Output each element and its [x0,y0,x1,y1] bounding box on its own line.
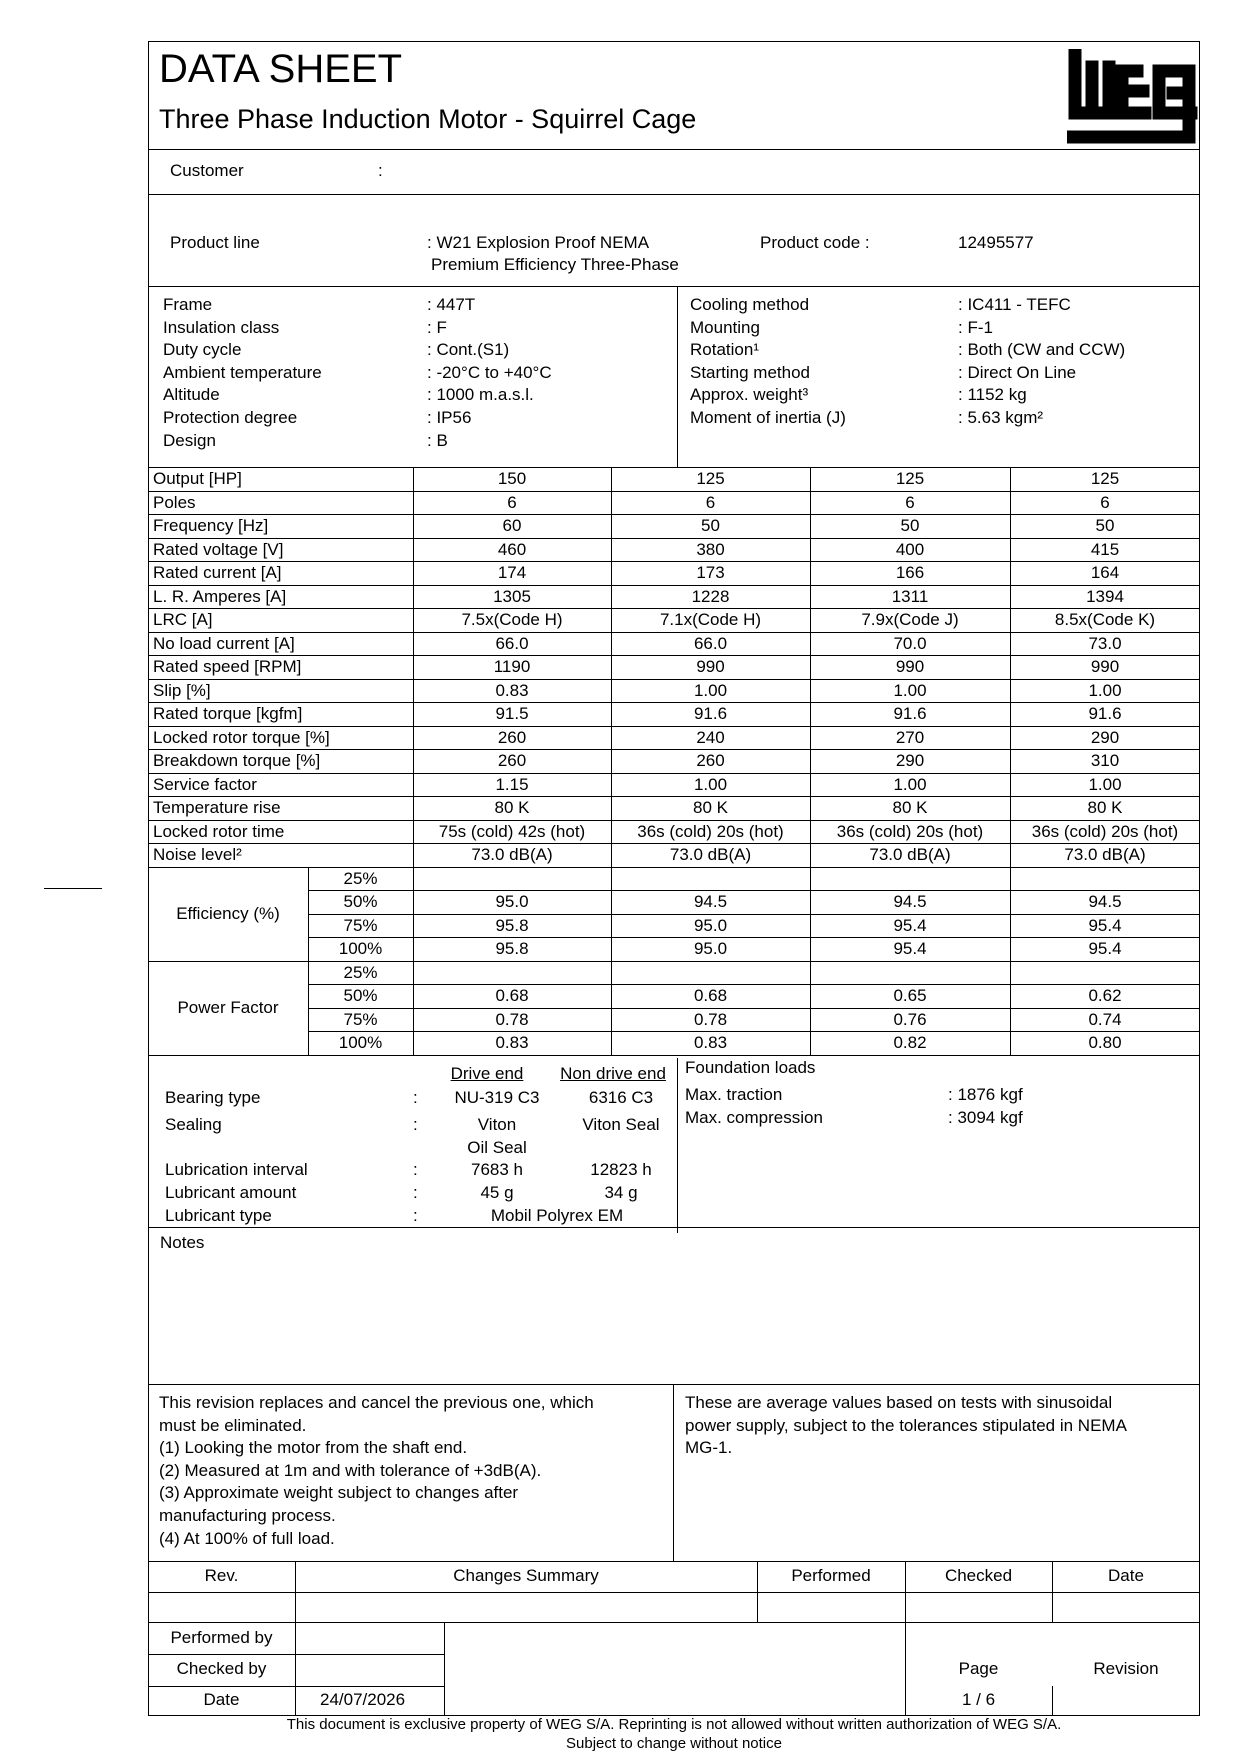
cell-value: 1.15 [495,774,529,794]
spec-value: : 1152 kg [958,385,1027,405]
date-label: Date [203,1690,240,1709]
cell-value: 36s (cold) 20s (hot) [1031,821,1179,841]
row-label: Slip [%] [153,680,211,700]
cell-value: 73.0 dB(A) [869,845,951,864]
cell-value: 95.0 [693,939,728,958]
cell-value: 80 K [693,798,728,817]
cell-value: 91.5 [495,704,529,723]
remark-line: MG-1. [685,1438,733,1458]
load-column-line [308,867,309,1055]
remark-line: (4) At 100% of full load. [159,1528,335,1548]
column-line [413,467,414,1055]
spec-value: : Cont.(S1) [427,340,510,360]
cell-value: 95.0 [495,892,529,911]
lubrication-interval-label: Lubrication interval [165,1160,308,1179]
cell-value: 0.83 [693,1033,728,1052]
row-line [148,585,1200,586]
margin-mark [44,888,102,889]
cell-value: 150 [497,469,527,488]
cell-value: 0.74 [1088,1009,1122,1029]
cell-value: 94.5 [1088,892,1122,911]
cell-value: 174 [497,563,527,582]
cell-value: 95.8 [495,939,529,958]
cell-value: 8.5x(Code K) [1054,610,1156,629]
notes-label: Notes [160,1233,205,1252]
cell-value: 1.00 [693,680,728,700]
row-line [148,867,1200,868]
checked-column-header: Checked [944,1566,1013,1585]
signoff-col-line [1052,1686,1053,1716]
spec-label: Moment of inertia (J) [690,408,846,427]
page-number: 1 / 6 [961,1690,996,1709]
spec-value: : 1000 m.a.s.l. [427,385,534,405]
cell-value: 73.0 dB(A) [471,845,553,864]
spec-value: : IC411 - TEFC [958,295,1071,314]
cell-value: 66.0 [495,633,529,653]
cell-value: 73.0 dB(A) [1064,845,1146,864]
lubricant-type-value: Mobil Polyrex EM [490,1206,624,1225]
row-line [148,655,1200,656]
column-line [810,467,811,1055]
row-line [148,749,1200,750]
row-line [148,608,1200,609]
cell-value: 95.4 [893,939,927,958]
row-line [148,820,1200,821]
cell-value: 80 K [892,798,928,817]
lubrication-interval-separator: : [413,1160,418,1179]
load-label: 100% [338,939,383,958]
bearing-type-non-drive-end: 6316 C3 [588,1088,654,1107]
product-code-label: Product code : [760,233,870,252]
load-label: 25% [343,962,378,982]
bearing-type-drive-end: NU-319 C3 [454,1088,540,1107]
page-label: Page [958,1659,999,1678]
signoff-row-line [148,1686,444,1687]
lubricant-type-label: Lubricant type [165,1206,272,1225]
row-label: No load current [A] [153,633,295,653]
row-line [148,514,1200,515]
cell-value: 0.65 [893,986,927,1005]
cell-value: 1.00 [893,680,927,700]
row-label: LRC [A] [153,610,213,629]
load-label: 25% [343,868,378,888]
row-label: Rated speed [RPM] [153,657,302,676]
lubricant-type-separator: : [413,1206,418,1225]
drive-end-header: Drive end [450,1064,524,1083]
row-line [148,561,1200,562]
power-factor-label: Power Factor [177,997,279,1017]
cell-value: 260 [497,727,527,747]
cell-value: 125 [696,469,725,488]
row-label: Rated torque [kgfm] [153,704,303,723]
remark-line: must be eliminated. [159,1415,307,1435]
remarks-column-divider [673,1384,674,1561]
specs-column-divider [677,286,678,467]
cell-value: 0.82 [893,1033,927,1052]
group-line [148,961,1200,962]
cell-value: 1311 [891,586,929,606]
row-label: Poles [153,492,196,512]
max-compression-value: : 3094 kgf [948,1108,1023,1127]
row-line [148,702,1200,703]
sealing-drive-end: Viton [477,1115,517,1134]
cell-value: 50 [1095,516,1115,535]
sealing-separator: : [413,1115,418,1134]
product-line-value: : W21 Explosion Proof NEMA [427,233,650,252]
cell-value: 1.00 [693,774,728,794]
non-drive-end-header: Non drive end [560,1064,666,1083]
load-label: 75% [343,915,378,935]
cell-value: 95.4 [1088,939,1122,958]
cell-value: 270 [895,727,925,747]
cell-value: 166 [895,563,925,582]
notes-divider [148,1384,1200,1385]
performed-column-header: Performed [791,1566,871,1585]
header-divider [148,149,1200,150]
cell-value: 91.6 [693,704,728,723]
row-label: Locked rotor torque [%] [153,727,330,747]
max-traction-value: : 1876 kgf [948,1085,1023,1104]
column-line [611,467,612,1055]
spec-label: Duty cycle [163,340,242,360]
cell-value: 60 [502,516,522,535]
customer-divider [148,194,1200,195]
revision-header-divider [148,1592,1200,1593]
efficiency-label: Efficiency (%) [176,903,280,923]
cell-value: 290 [1090,727,1120,747]
spec-value: : -20°C to +40°C [427,362,552,382]
row-label: L. R. Amperes [A] [153,586,287,606]
load-label: 75% [343,1009,378,1029]
rev-column-header: Rev. [204,1566,239,1585]
spec-label: Ambient temperature [163,362,322,382]
row-label: Temperature rise [153,798,281,817]
signoff-col-line [295,1622,296,1716]
cell-value: 380 [696,539,725,559]
cell-value: 95.4 [893,915,927,935]
cell-value: 0.80 [1088,1033,1122,1052]
row-label: Rated voltage [V] [153,539,284,559]
spec-label: Design [163,430,216,450]
cell-value: 310 [1090,751,1120,770]
row-line [148,843,1200,844]
page-subtitle: Three Phase Induction Motor - Squirrel Cage [159,104,697,134]
row-label: Service factor [153,774,257,794]
cell-value: 415 [1090,539,1120,559]
group-line [148,1055,1200,1056]
product-divider [148,286,1200,287]
max-compression-label: Max. compression [685,1108,823,1127]
spec-value: : F-1 [958,317,993,337]
revision-col-line [1052,1561,1053,1622]
cell-value: 95.0 [693,915,728,935]
spec-value: : Both (CW and CCW) [958,340,1126,360]
row-line [148,491,1200,492]
cell-value: 6 [1100,492,1110,512]
sub-row-line [308,1008,1200,1009]
foundation-loads-title: Foundation loads [685,1058,816,1077]
spec-value: : B [427,430,448,450]
spec-label: Mounting [690,317,760,337]
cell-value: 1.00 [893,774,927,794]
cell-value: 0.76 [893,1009,927,1029]
cell-value: 0.83 [495,1033,529,1052]
remark-line: (1) Looking the motor from the shaft end. [159,1438,468,1458]
cell-value: 1394 [1086,586,1124,606]
signoff-row-line [148,1654,444,1655]
lubricant-amount-drive-end: 45 g [480,1183,514,1202]
column-line [1010,467,1011,1055]
table-top-line [148,467,1200,468]
spec-label: Protection degree [163,408,298,427]
load-label: 100% [338,1033,383,1052]
lubricant-amount-non-drive-end: 34 g [604,1183,638,1202]
spec-value: : 447T [427,295,476,314]
spec-value: : 5.63 kgm² [958,408,1044,427]
cell-value: 1228 [691,586,730,606]
row-line [148,773,1200,774]
cell-value: 73.0 dB(A) [669,845,752,864]
cell-value: 75s (cold) 42s (hot) [438,821,586,841]
bearing-type-label: Bearing type [165,1088,261,1107]
footer-notice: Subject to change without notice [566,1735,782,1752]
customer-label: Customer [170,161,244,180]
cell-value: 95.8 [495,915,529,935]
row-line [148,679,1200,680]
cell-value: 94.5 [693,892,728,911]
product-code-value: 12495577 [958,233,1034,252]
cell-value: 0.62 [1088,986,1122,1005]
sub-row-line [308,1031,1200,1032]
cell-value: 36s (cold) 20s (hot) [637,821,784,841]
row-label: Rated current [A] [153,563,282,582]
cell-value: 990 [1090,657,1120,676]
spec-label: Rotation¹ [690,340,759,360]
weg-logo [1067,49,1199,144]
cell-value: 91.6 [1088,704,1122,723]
row-line [148,538,1200,539]
lubricant-amount-separator: : [413,1183,418,1202]
cell-value: 7.1x(Code H) [659,610,762,629]
cell-value: 73.0 [1088,633,1122,653]
cell-value: 260 [696,751,725,770]
cell-value: 240 [696,727,725,747]
cell-value: 125 [1090,469,1120,488]
date-column-header: Date [1108,1566,1144,1585]
cell-value: 1.00 [1088,680,1122,700]
spec-label: Cooling method [690,295,810,314]
checked-by-label: Checked by [176,1659,267,1678]
revision-col-line [295,1561,296,1622]
cell-value: 164 [1090,563,1120,582]
cell-value: 6 [507,492,517,512]
cell-value: 0.78 [693,1009,728,1029]
revision-col-line [757,1561,758,1622]
cell-value: 460 [497,539,527,559]
footer-copyright: This document is exclusive property of WEG S/A. Reprinting is not allowed without written authorization of WEG S/A. [286,1716,1062,1733]
spec-value: : IP56 [427,408,472,427]
cell-value: 80 K [494,798,530,817]
date-value: 24/07/2026 [320,1690,406,1709]
spec-label: Insulation class [163,317,280,337]
cell-value: 50 [701,516,720,535]
remark-line: power supply, subject to the tolerances stipulated in NEMA [685,1415,1127,1435]
cell-value: 173 [696,563,725,582]
product-line-value-continued: Premium Efficiency Three-Phase [431,255,679,274]
spec-value: : F [427,317,447,337]
cell-value: 94.5 [893,892,927,911]
cell-value: 0.68 [693,986,728,1005]
product-line-label: Product line [170,233,260,252]
spec-label: Altitude [163,385,220,405]
bearing-type-separator: : [413,1088,418,1107]
spec-value: : Direct On Line [958,362,1077,382]
sub-row-line [308,890,1200,891]
page-title: DATA SHEET [159,47,403,91]
revision-col-line [905,1561,906,1622]
remark-line: (2) Measured at 1m and with tolerance of +3dB(A). [159,1460,542,1480]
cell-value: 7.9x(Code J) [861,610,959,629]
revision-row-divider [148,1622,1200,1623]
spec-label: Starting method [690,362,811,382]
spec-label: Approx. weight³ [690,385,809,405]
lubrication-interval-drive-end: 7683 h [471,1160,523,1179]
customer-separator: : [378,161,383,180]
cell-value: 1.00 [1088,774,1122,794]
sealing-drive-end-continued: Oil Seal [467,1138,527,1157]
load-label: 50% [343,892,378,911]
cell-value: 91.6 [893,704,927,723]
cell-value: 125 [895,469,925,488]
changes-summary-column-header: Changes Summary [453,1566,599,1585]
row-label: Breakdown torque [%] [153,751,321,770]
row-label: Locked rotor time [153,821,285,841]
row-line [148,632,1200,633]
cell-value: 990 [696,657,725,676]
cell-value: 0.78 [495,1009,529,1029]
signoff-col-line [444,1622,445,1716]
cell-value: 36s (cold) 20s (hot) [836,821,984,841]
cell-value: 6 [705,492,716,512]
sub-row-line [308,984,1200,985]
revision-label: Revision [1093,1659,1159,1678]
cell-value: 290 [895,751,925,770]
cell-value: 80 K [1087,798,1123,817]
cell-value: 70.0 [893,633,927,653]
cell-value: 260 [497,751,527,770]
remark-line: (3) Approximate weight subject to changes after [159,1483,519,1503]
cell-value: 0.83 [495,680,529,700]
remark-line: These are average values based on tests with sinusoidal [685,1393,1113,1412]
max-traction-label: Max. traction [685,1085,783,1104]
cell-value: 990 [895,657,925,676]
bearings-divider [148,1227,1200,1228]
cell-value: 1305 [493,586,531,606]
spec-label: Frame [163,295,213,314]
cell-value: 400 [895,539,925,559]
load-label: 50% [343,986,378,1005]
cell-value: 7.5x(Code H) [461,610,563,629]
sealing-non-drive-end: Viton Seal [582,1115,660,1134]
performed-by-label: Performed by [170,1628,273,1647]
sealing-label: Sealing [165,1115,222,1134]
row-label: Noise level² [153,845,242,864]
cell-value: 95.4 [1088,915,1122,935]
row-line [148,796,1200,797]
remarks-divider [148,1561,1200,1562]
cell-value: 6 [905,492,915,512]
cell-value: 0.68 [495,986,529,1005]
cell-value: 50 [900,516,920,535]
row-label: Frequency [Hz] [153,516,269,535]
cell-value: 1190 [493,657,531,676]
lubricant-amount-label: Lubricant amount [165,1183,297,1202]
row-label: Output [HP] [153,469,242,488]
sub-row-line [308,937,1200,938]
row-line [148,726,1200,727]
remark-line: This revision replaces and cancel the previous one, which [159,1393,594,1412]
sub-row-line [308,914,1200,915]
lubrication-interval-non-drive-end: 12823 h [590,1160,652,1179]
cell-value: 66.0 [693,633,728,653]
remark-line: manufacturing process. [159,1506,336,1525]
